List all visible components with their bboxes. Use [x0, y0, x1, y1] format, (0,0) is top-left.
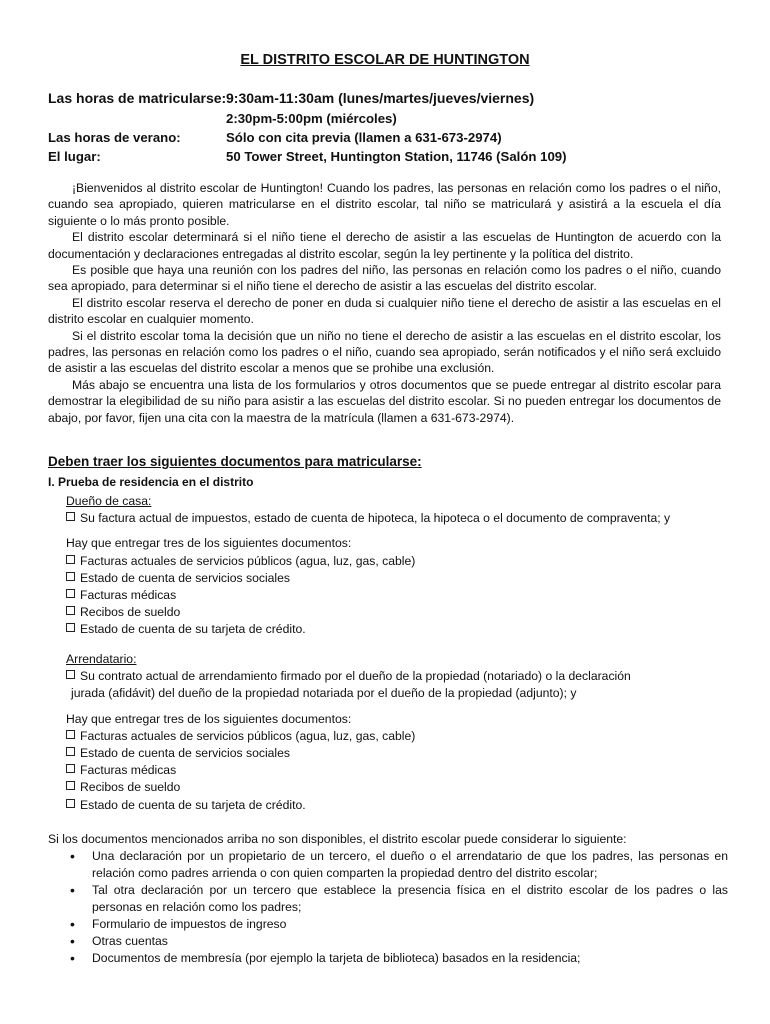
bullet-icon: • [70, 916, 75, 932]
checkbox-icon [66, 555, 75, 564]
list-item [48, 882, 728, 916]
renter-intro: Hay que entregar tres de los siguientes documentos: [66, 711, 352, 726]
checkbox-icon [66, 572, 75, 581]
list-item-text: Documentos de membresía (por ejemplo la tarjeta de biblioteca) basados en la residencia; [92, 951, 581, 965]
paragraph-documents-list: Más abajo se encuentra una lista de los formularios y otros documentos que se puede entregar al distrito escolar para demostrar la elegibilidad de su niño para asistir a las escuelas del distrito escolar. Si no pueden entregar los documentos de abajo, por favor, fijen una cita con la maestra de la matrícula (llamen a 631-673-2974). [48, 377, 721, 425]
documents-heading: Deben traer los siguientes documentos para matricularse: [48, 454, 422, 469]
list-item-text: Otras cuentas [92, 934, 168, 948]
list-item [48, 848, 728, 882]
hours-value-1: 9:30am-11:30am (lunes/martes/jueves/viernes) [226, 90, 535, 106]
owner-intro: Hay que entregar tres de los siguientes documentos: [66, 536, 352, 551]
list-item [66, 779, 716, 796]
summer-label: Las horas de verano: [48, 130, 181, 145]
checkbox-icon [66, 589, 75, 598]
renter-main-item-text-2: jurada (afidávit) del dueño de la propiedad notariada por el dueño de la propiedad (adjunto); y [71, 686, 577, 701]
list-item-text: Facturas médicas [80, 588, 177, 603]
bullet-icon: • [70, 950, 75, 966]
renter-label: Arrendatario: [66, 652, 137, 666]
section-residency-proof: I. Prueba de residencia en el distrito [48, 475, 254, 489]
owner-main-item [66, 510, 716, 527]
checkbox-icon [66, 730, 75, 739]
list-item-text: Tal otra declaración por un tercero que establece la presencia física en el distrito escolar de los padres o las personas en relación como los padres; [92, 883, 728, 914]
list-item-text: Facturas actuales de servicios públicos (agua, luz, gas, cable) [80, 728, 416, 743]
checkbox-icon [66, 764, 75, 773]
list-item-text: Facturas médicas [80, 763, 177, 778]
hours-label: Las horas de matricularse: [48, 90, 227, 106]
enrollment-info [48, 90, 748, 168]
list-item [66, 728, 716, 745]
renter-main-item [66, 668, 716, 685]
list-item-text: Recibos de sueldo [80, 605, 181, 620]
document-title: EL DISTRITO ESCOLAR DE HUNTINGTON [240, 52, 530, 68]
renter-main-item-text-1: Su contrato actual de arrendamiento firmado por el dueño de la propiedad (notariado) o la declaración [80, 669, 631, 684]
paragraph-determination: El distrito escolar determinará si el niño tiene el derecho de asistir a las escuelas de Huntington de acuerdo con la documentación y declaraciones entregadas al distrito escolar, según la ley pertinente y la política del distrito. [48, 230, 721, 261]
bullet-icon: • [70, 882, 75, 898]
list-item-text: Estado de cuenta de su tarjeta de crédito. [80, 622, 306, 637]
checkbox-icon [66, 512, 75, 521]
place-value: 50 Tower Street, Huntington Station, 11746 (Salón 109) [226, 149, 567, 164]
summer-value: Sólo con cita previa (llamen a 631-673-2974) [226, 130, 502, 145]
checkbox-icon [66, 670, 75, 679]
hours-value-2: 2:30pm-5:00pm (miércoles) [226, 111, 397, 126]
paragraph-welcome: ¡Bienvenidos al distrito escolar de Huntington! Cuando los padres, las personas en relación como los padres o el niño, cuando sea apropiado, quieren matricularse en el distrito escolar, tal niño se matriculará y asistirá a la escuela el día siguiente o lo más pronto posible. [48, 181, 721, 228]
list-item [66, 621, 716, 638]
checkbox-icon [66, 747, 75, 756]
owner-main-item-text: Su factura actual de impuestos, estado de cuenta de hipoteca, la hipoteca o el documento de compraventa; y [80, 511, 671, 526]
owner-block [66, 493, 716, 639]
list-item-text: Estado de cuenta de su tarjeta de crédito. [80, 797, 306, 812]
list-item [66, 762, 716, 779]
place-row [48, 149, 748, 168]
paragraph-exclusion: Si el distrito escolar toma la decisión que un niño no tiene el derecho de asistir a las escuelas en el distrito escolar, los padres, las personas en relación como los padres o el niño, cuando sea apropiado, serán notificados y el niño será excluido de asistir a las escuelas del distrito escolar a menos que se prohibe una exclusión. [48, 328, 721, 376]
paragraph-meeting: Es posible que haya una reunión con los padres del niño, las personas en relación como los padres o el niño, cuando sea apropiado, para determinar si el niño tiene el derecho de asistir a las escuelas del distrito escolar. [48, 263, 721, 294]
owner-label: Dueño de casa: [66, 494, 152, 508]
list-item-text: Recibos de sueldo [80, 780, 181, 795]
list-item-text: Formulario de impuestos de ingreso [92, 917, 287, 931]
bullet-icon: • [70, 933, 75, 949]
list-item [66, 553, 716, 570]
place-label: El lugar: [48, 149, 101, 164]
list-item [48, 933, 728, 950]
list-item [66, 570, 716, 587]
list-item [66, 587, 716, 604]
summer-row [48, 130, 748, 149]
list-item-text: Estado de cuenta de servicios sociales [80, 570, 291, 585]
paragraph-reserve-right: El distrito escolar reserva el derecho de poner en duda si cualquier niño tiene el derecho de asistir a las escuelas en el distrito escolar en cualquier momento. [48, 295, 721, 327]
bullet-icon: • [70, 848, 75, 864]
checkbox-icon [66, 623, 75, 632]
list-item-text: Una declaración por un propietario de un tercero, el dueño o el arrendatario de que los padres, las personas en relación como padres arrienda o con quien comparten la propiedad dentro del distrito escolar; [92, 849, 728, 880]
list-item [48, 950, 728, 967]
checkbox-icon [66, 781, 75, 790]
intro-paragraphs [48, 180, 721, 426]
renter-block [66, 651, 716, 814]
checkbox-icon [66, 799, 75, 808]
list-item-text: Estado de cuenta de servicios sociales [80, 746, 291, 761]
hours-row-2 [48, 111, 748, 130]
alternatives-intro: Si los documentos mencionados arriba no son disponibles, el distrito escolar puede considerar lo siguiente: [48, 832, 627, 846]
list-item-text: Facturas actuales de servicios públicos (agua, luz, gas, cable) [80, 553, 416, 568]
checkbox-icon [66, 606, 75, 615]
list-item [66, 745, 716, 762]
hours-row [48, 90, 748, 111]
list-item [66, 797, 716, 814]
list-item [48, 916, 728, 933]
alternatives-block [48, 831, 728, 967]
list-item [66, 604, 716, 621]
